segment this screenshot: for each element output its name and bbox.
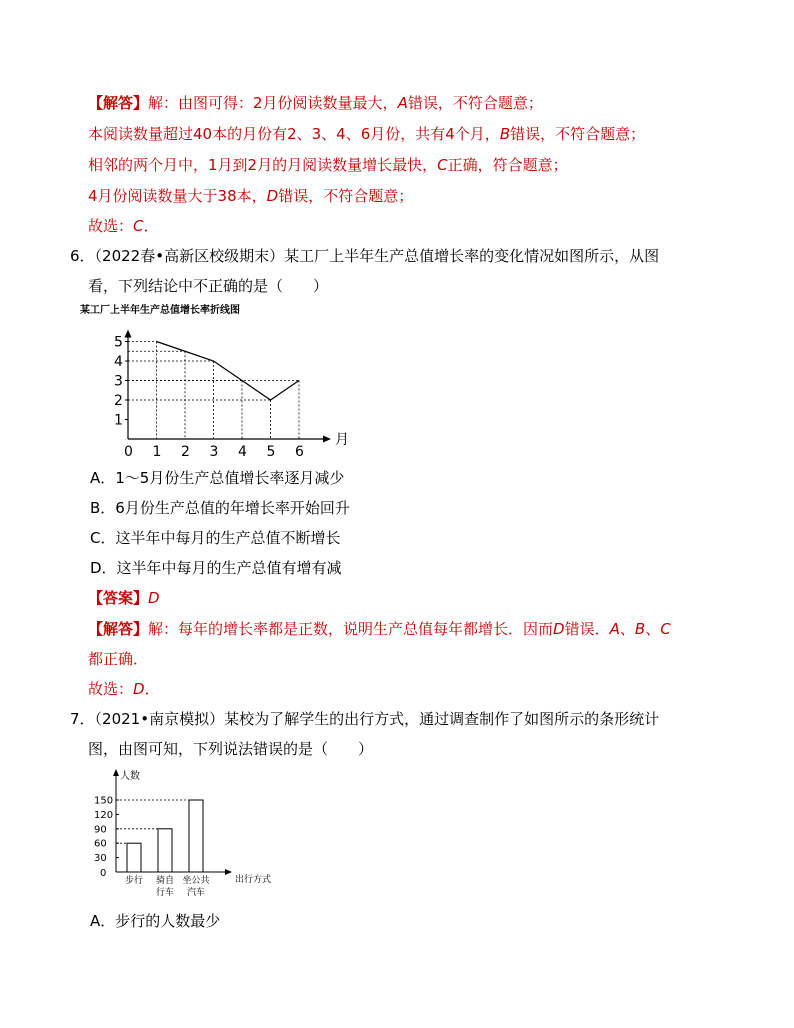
bar-3 — [189, 800, 203, 872]
y-tick-label: 5 — [114, 334, 123, 351]
text: 解：每年的增长率都是正数，说明生产总值每年都增长．因而 — [148, 620, 554, 638]
solution-bracket: 【解答】 — [88, 620, 149, 638]
q6-answer-choice — [88, 679, 160, 699]
x-tick-label: 5 — [266, 444, 276, 460]
y-tick-label: 1 — [114, 412, 123, 429]
var: C — [437, 156, 448, 174]
x-tick-label: 6 — [295, 444, 304, 460]
text: 相邻的两个月中，1月到2月的月阅读数量增长最快， — [88, 156, 438, 174]
solution-bracket: 【解答】 — [88, 94, 149, 112]
var: B — [634, 620, 646, 638]
var: A — [397, 94, 408, 112]
q7-stem-line-2: 图，由图可知，下列说法错误的是（ ） — [88, 740, 374, 758]
y-tick-label: 90 — [94, 824, 107, 836]
q5-solution-line-3 — [88, 155, 568, 175]
chart-title: 某工厂上半年生产总值增长率折线图 — [80, 305, 240, 316]
category-label: 骑自 — [155, 876, 175, 886]
y-tick-label: 120 — [94, 809, 114, 821]
text: 故选： — [88, 217, 134, 235]
q6-line-chart — [80, 298, 349, 468]
q5-answer-choice — [88, 216, 159, 236]
q7-bar-chart — [80, 765, 280, 900]
var: D — [133, 680, 145, 698]
q6-option-d: D．这半年中每月的生产总值有增有减 — [90, 559, 342, 577]
y-tick-label: 3 — [114, 373, 123, 390]
q5-solution-line-2 — [88, 124, 645, 144]
category-label: 汽车 — [186, 888, 206, 898]
guide-lines — [116, 800, 189, 843]
ticks — [94, 796, 119, 880]
var: D — [148, 589, 160, 607]
q6-stem-line-2: 看，下列结论中不正确的是（ ） — [88, 277, 329, 295]
text: 、 — [619, 620, 635, 638]
var: C — [133, 217, 144, 235]
answer-bracket: 【答案】 — [88, 589, 149, 607]
var: D — [266, 187, 279, 205]
x-tick-label: 1 — [152, 444, 162, 460]
q7-stem-line-1: 7．（2021•南京模拟）某校为了解学生的出行方式，通过调查制作了如图所示的条形统计 — [70, 710, 660, 728]
text: 错误，不符合题意； — [407, 94, 543, 112]
x-tick-label: 4 — [238, 444, 247, 460]
bar-1 — [127, 843, 141, 872]
text: 解：由图可得：2月份阅读数量最大， — [148, 94, 398, 112]
bars — [127, 800, 203, 872]
q6-answer — [88, 588, 160, 608]
text: 错误，不符合题意； — [510, 125, 646, 143]
x-axis-arrow — [323, 436, 331, 443]
y-tick-label: 4 — [114, 354, 123, 370]
category-label: 步行 — [124, 876, 144, 886]
growth-rate-line — [157, 342, 300, 401]
category-label: 坐公共 — [182, 876, 210, 886]
q6-stem-line-1: 6．（2022春•高新区校级期末）某工厂上半年生产总值增长率的变化情况如图所示，从图 — [70, 247, 660, 265]
bar-2 — [158, 829, 172, 872]
category-label: 行车 — [155, 888, 175, 898]
q5-solution-line-1 — [88, 93, 543, 113]
x-tick-label: 2 — [181, 444, 190, 460]
text: 4月份阅读数量大于38本， — [88, 187, 267, 205]
y-tick-label: 2 — [114, 393, 123, 409]
q5-solution-line-4 — [88, 186, 413, 206]
q6-option-a: A．1～5月份生产总值增长率逐月减少 — [90, 469, 345, 487]
var: B — [499, 125, 511, 143]
q6-solution-line-2: 都正确． — [88, 650, 149, 668]
series-line — [157, 342, 300, 401]
y-tick-label: 0 — [100, 868, 107, 879]
y-tick-label: 30 — [94, 853, 107, 865]
text: 故选： — [88, 680, 134, 698]
text: 错误． — [564, 620, 610, 638]
text: 正确，符合题意； — [447, 156, 568, 174]
q7-option-a: A．步行的人数最少 — [90, 912, 221, 930]
q6-option-c: C．这半年中每月的生产总值不断增长 — [90, 529, 341, 547]
var: C — [660, 620, 671, 638]
text: 、 — [645, 620, 661, 638]
q6-solution-line-1 — [88, 619, 671, 639]
x-axis-label: 出行方式 — [235, 875, 272, 885]
guide-lines — [128, 342, 299, 440]
x-axis-label: 月 — [335, 432, 349, 448]
category-labels — [125, 874, 210, 898]
x-tick-label: 3 — [209, 444, 219, 460]
y-axis-arrow — [125, 330, 132, 338]
text: ． — [144, 680, 160, 698]
var: D — [553, 620, 565, 638]
axes — [125, 330, 332, 443]
x-axis-arrow — [225, 869, 232, 875]
text: 本阅读数量超过40本的月份有2、3、4、6月份，共有4个月， — [88, 125, 500, 143]
var: A — [609, 620, 620, 638]
q6-option-b: B．6月份生产总值的年增长率开始回升 — [90, 499, 350, 517]
y-tick-label: 60 — [94, 838, 107, 850]
x-tick-label: 0 — [124, 444, 133, 460]
y-axis-label: 人数 — [120, 771, 140, 782]
y-tick-label: 150 — [94, 795, 114, 807]
y-axis-arrow — [113, 769, 119, 776]
text: 错误，不符合题意； — [278, 187, 414, 205]
text: ． — [143, 217, 159, 235]
